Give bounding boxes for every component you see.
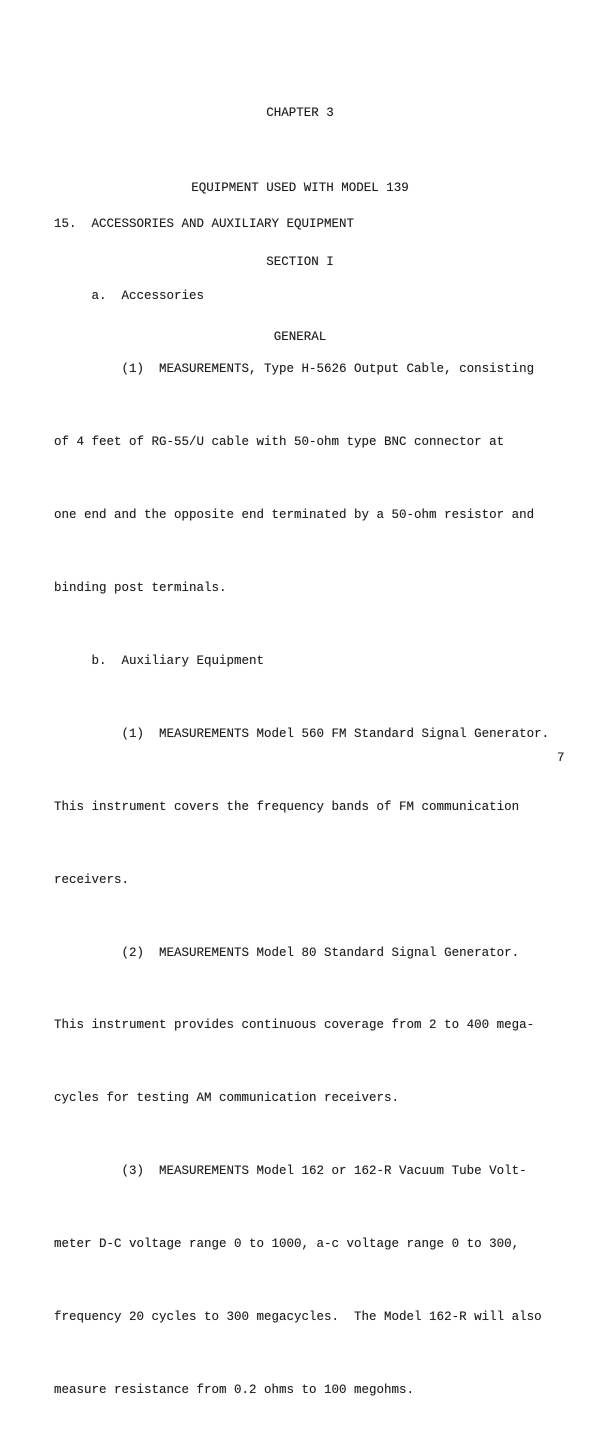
chapter-title: CHAPTER 3 [266, 105, 334, 120]
text-line: binding post terminals. [54, 581, 227, 596]
text-line: one end and the opposite end terminated by a 50-ohm resistor and [54, 508, 535, 523]
text-line: cycles for testing AM communication receivers. [54, 1091, 400, 1106]
text-line: a. Accessories [54, 289, 205, 304]
text-line: of 4 feet of RG-55/U cable with 50-ohm type BNC connector at [54, 435, 505, 450]
paragraph-heading: 15. ACCESSORIES AND AUXILIARY EQUIPMENT [54, 216, 355, 231]
page-number: 7 [557, 751, 565, 765]
text-line: meter D-C voltage range 0 to 1000, a-c voltage range 0 to 300, [54, 1237, 520, 1252]
text-line: This instrument provides continuous coverage from 2 to 400 mega- [54, 1018, 535, 1033]
text-line: receivers. [54, 872, 130, 887]
text-line: (2) MEASUREMENTS Model 80 Standard Signal Generator. [54, 945, 520, 960]
text-line: (3) MEASUREMENTS Model 162 or 162-R Vacuum Tube Volt- [54, 1164, 527, 1179]
text-line: b. Auxiliary Equipment [54, 653, 265, 668]
body-text [54, 163, 584, 1451]
text-line: This instrument covers the frequency bands of FM communication [54, 799, 520, 814]
section-title: SECTION I [266, 255, 334, 270]
document-title: EQUIPMENT USED WITH MODEL 139 [191, 180, 409, 195]
text-line: (1) MEASUREMENTS Model 560 FM Standard Signal Generator. [54, 726, 550, 741]
subsection-title: GENERAL [273, 329, 327, 344]
text-line: (1) MEASUREMENTS, Type H-5626 Output Cable, consisting [54, 362, 535, 377]
text-line: frequency 20 cycles to 300 megacycles. The Model 162-R will also [54, 1309, 542, 1324]
text-line: measure resistance from 0.2 ohms to 100 megohms. [54, 1382, 415, 1397]
